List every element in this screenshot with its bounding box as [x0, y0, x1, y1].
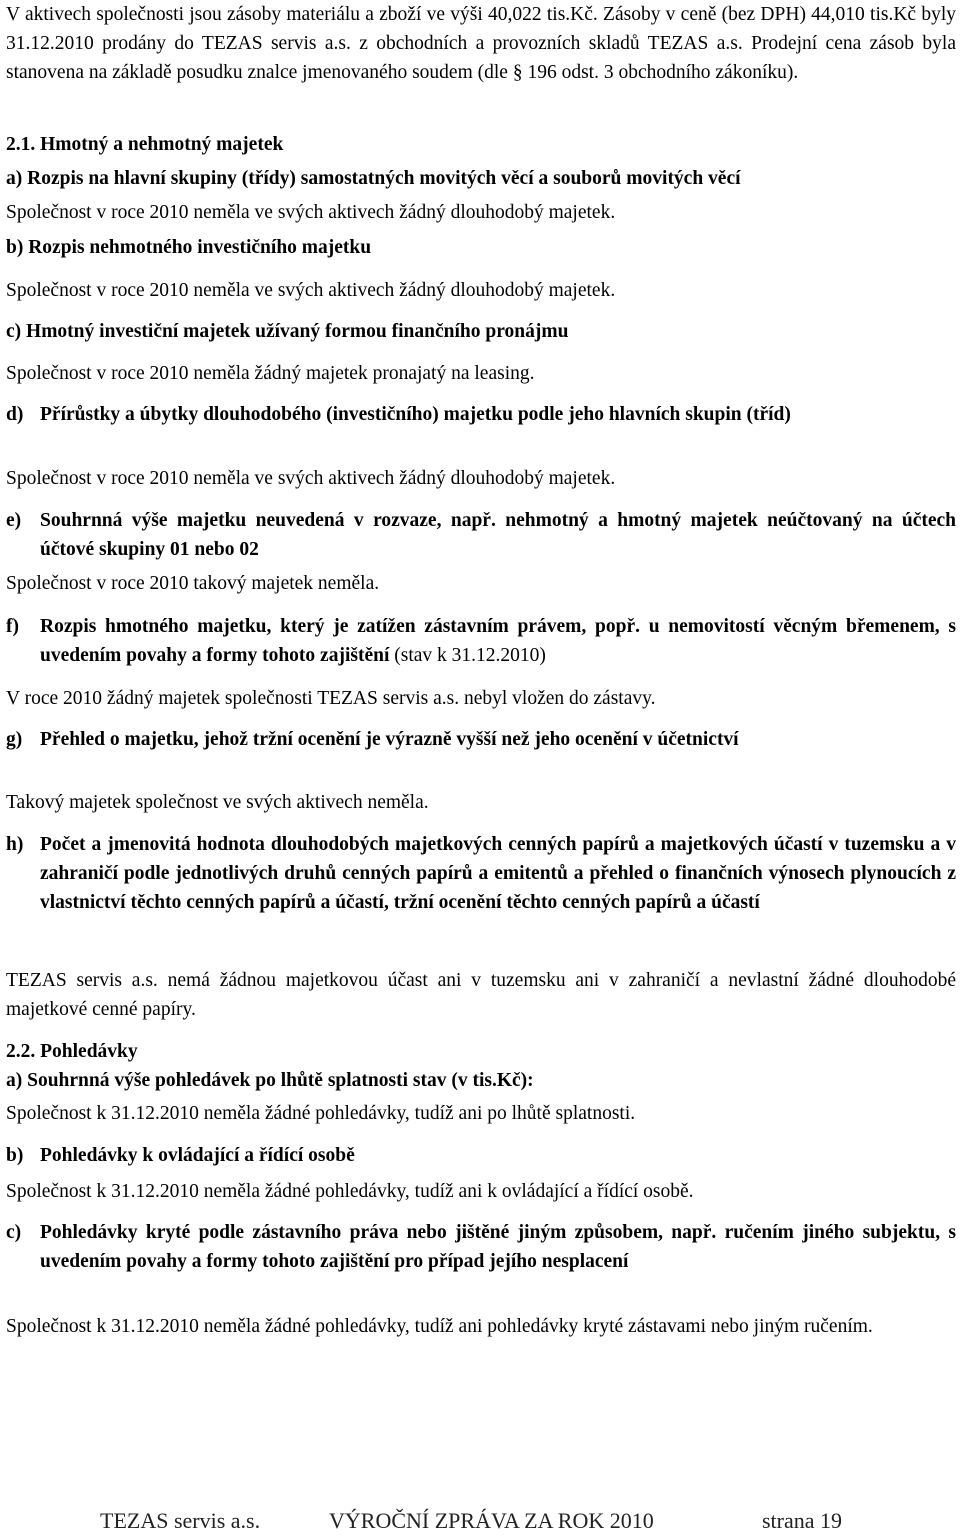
item-d-label: d) [6, 404, 24, 425]
intro-paragraph: V aktivech společnosti jsou zásoby materiálu a zboží ve výši 40,022 tis.Kč. Zásoby v ceně (bez DPH) 44,010 tis.Kč byly 31.12.2010 prodány do TEZAS servis a.s. z obchodních a provozních skladů TEZAS a.s. Prodejní cena zásob byla stanovena na základě posudku znalce jmenovaného soudem (dle § 196 odst. 3 obchodního zákoníku). [6, 4, 956, 83]
item-h-label: h) [6, 834, 24, 855]
item-f-text: V roce 2010 žádný majetek společnosti TEZAS servis a.s. nebyl vložen do zástavy. [6, 688, 656, 709]
footer-report-title: VÝROČNÍ ZPRÁVA ZA ROK 2010 [329, 1508, 654, 1533]
item-h-text: TEZAS servis a.s. nemá žádnou majetkovou účast ani v tuzemsku ani v zahraničí a nevlastní žádné dlouhodobé majetkové cenné papíry. [6, 970, 956, 1020]
item-c-text: Společnost v roce 2010 neměla žádný majetek pronajatý na leasing. [6, 363, 535, 384]
item-d [6, 400, 956, 429]
item-d-title: Přírůstky a úbytky dlouhodobého (investičního) majetku podle jeho hlavních skupin (tříd) [40, 404, 791, 425]
footer-page-number: strana 19 [762, 1508, 843, 1533]
item-b-text: Společnost v roce 2010 neměla ve svých aktivech žádný dlouhodobý majetek. [6, 280, 616, 301]
item-g [6, 725, 956, 754]
item-g-text: Takový majetek společnost ve svých aktivech neměla. [6, 792, 429, 813]
receivables-c-title: Pohledávky kryté podle zástavního práva nebo jištěné jiným způsobem, např. ručením jiného subjektu, s uvedením povahy a formy tohoto zajištění pro případ jejího nesplacení [40, 1222, 956, 1272]
item-a-text: Společnost v roce 2010 neměla ve svých aktivech žádný dlouhodobý majetek. [6, 202, 616, 223]
receivables-c-text: Společnost k 31.12.2010 neměla žádné pohledávky, tudíž ani pohledávky kryté zástavami nebo jiným ručením. [6, 1316, 873, 1337]
item-a-title: a) Rozpis na hlavní skupiny (třídy) samostatných movitých věcí a souborů movitých věcí [6, 168, 741, 189]
receivables-a-title: a) Souhrnná výše pohledávek po lhůtě splatnosti stav (v tis.Kč): [6, 1070, 534, 1091]
item-h-title: Počet a jmenovitá hodnota dlouhodobých majetkových cenných papírů a majetkových účastí v tuzemsku a v zahraničí podle jednotlivých druhů cenných papírů a emitentů a přehled o finančních výnosech plynoucích z vlastnictví těchto cenných papírů a účastí, tržní ocenění těchto cenných papírů a účastí [40, 834, 956, 913]
footer-company: TEZAS servis a.s. [100, 1508, 261, 1533]
receivables-b-label: b) [6, 1145, 24, 1166]
item-g-title: Přehled o majetku, jehož tržní ocenění je výrazně vyšší než jeho ocenění v účetnictví [40, 729, 739, 750]
item-c-title: c) Hmotný investiční majetek užívaný formou finančního pronájmu [6, 321, 569, 342]
item-f-title: Rozpis hmotného majetku, který je zatížen zástavním právem, popř. u nemovitostí věcným břemenem, s uvedením povahy a formy tohoto zajištění [40, 616, 956, 666]
item-f-label: f) [6, 616, 19, 637]
receivables-b-title: Pohledávky k ovládající a řídící osobě [40, 1145, 355, 1166]
receivables-a-text: Společnost k 31.12.2010 neměla žádné pohledávky, tudíž ani po lhůtě splatnosti. [6, 1103, 636, 1124]
item-e-text: Společnost v roce 2010 takový majetek neměla. [6, 573, 380, 594]
receivables-c [6, 1218, 956, 1276]
item-h [6, 830, 956, 917]
receivables-c-label: c) [6, 1222, 22, 1243]
item-e [6, 506, 956, 564]
receivables-b [6, 1141, 956, 1170]
item-f-date: (stav k 31.12.2010) [394, 645, 546, 666]
item-e-title: Souhrnná výše majetku neuvedená v rozvaze, např. nehmotný a hmotný majetek neúčtovaný na účtech účtové skupiny 01 nebo 02 [40, 510, 956, 560]
page-footer [100, 1508, 960, 1537]
item-f [6, 612, 956, 670]
section-2-2-heading: 2.2. Pohledávky [6, 1041, 138, 1062]
receivables-b-text: Společnost k 31.12.2010 neměla žádné pohledávky, tudíž ani k ovládající a řídící osobě. [6, 1181, 694, 1202]
section-2-1-heading: 2.1. Hmotný a nehmotný majetek [6, 134, 284, 155]
item-b-title: b) Rozpis nehmotného investičního majetku [6, 237, 372, 258]
item-d-text: Společnost v roce 2010 neměla ve svých aktivech žádný dlouhodobý majetek. [6, 468, 616, 489]
item-e-label: e) [6, 510, 22, 531]
item-g-label: g) [6, 729, 23, 750]
